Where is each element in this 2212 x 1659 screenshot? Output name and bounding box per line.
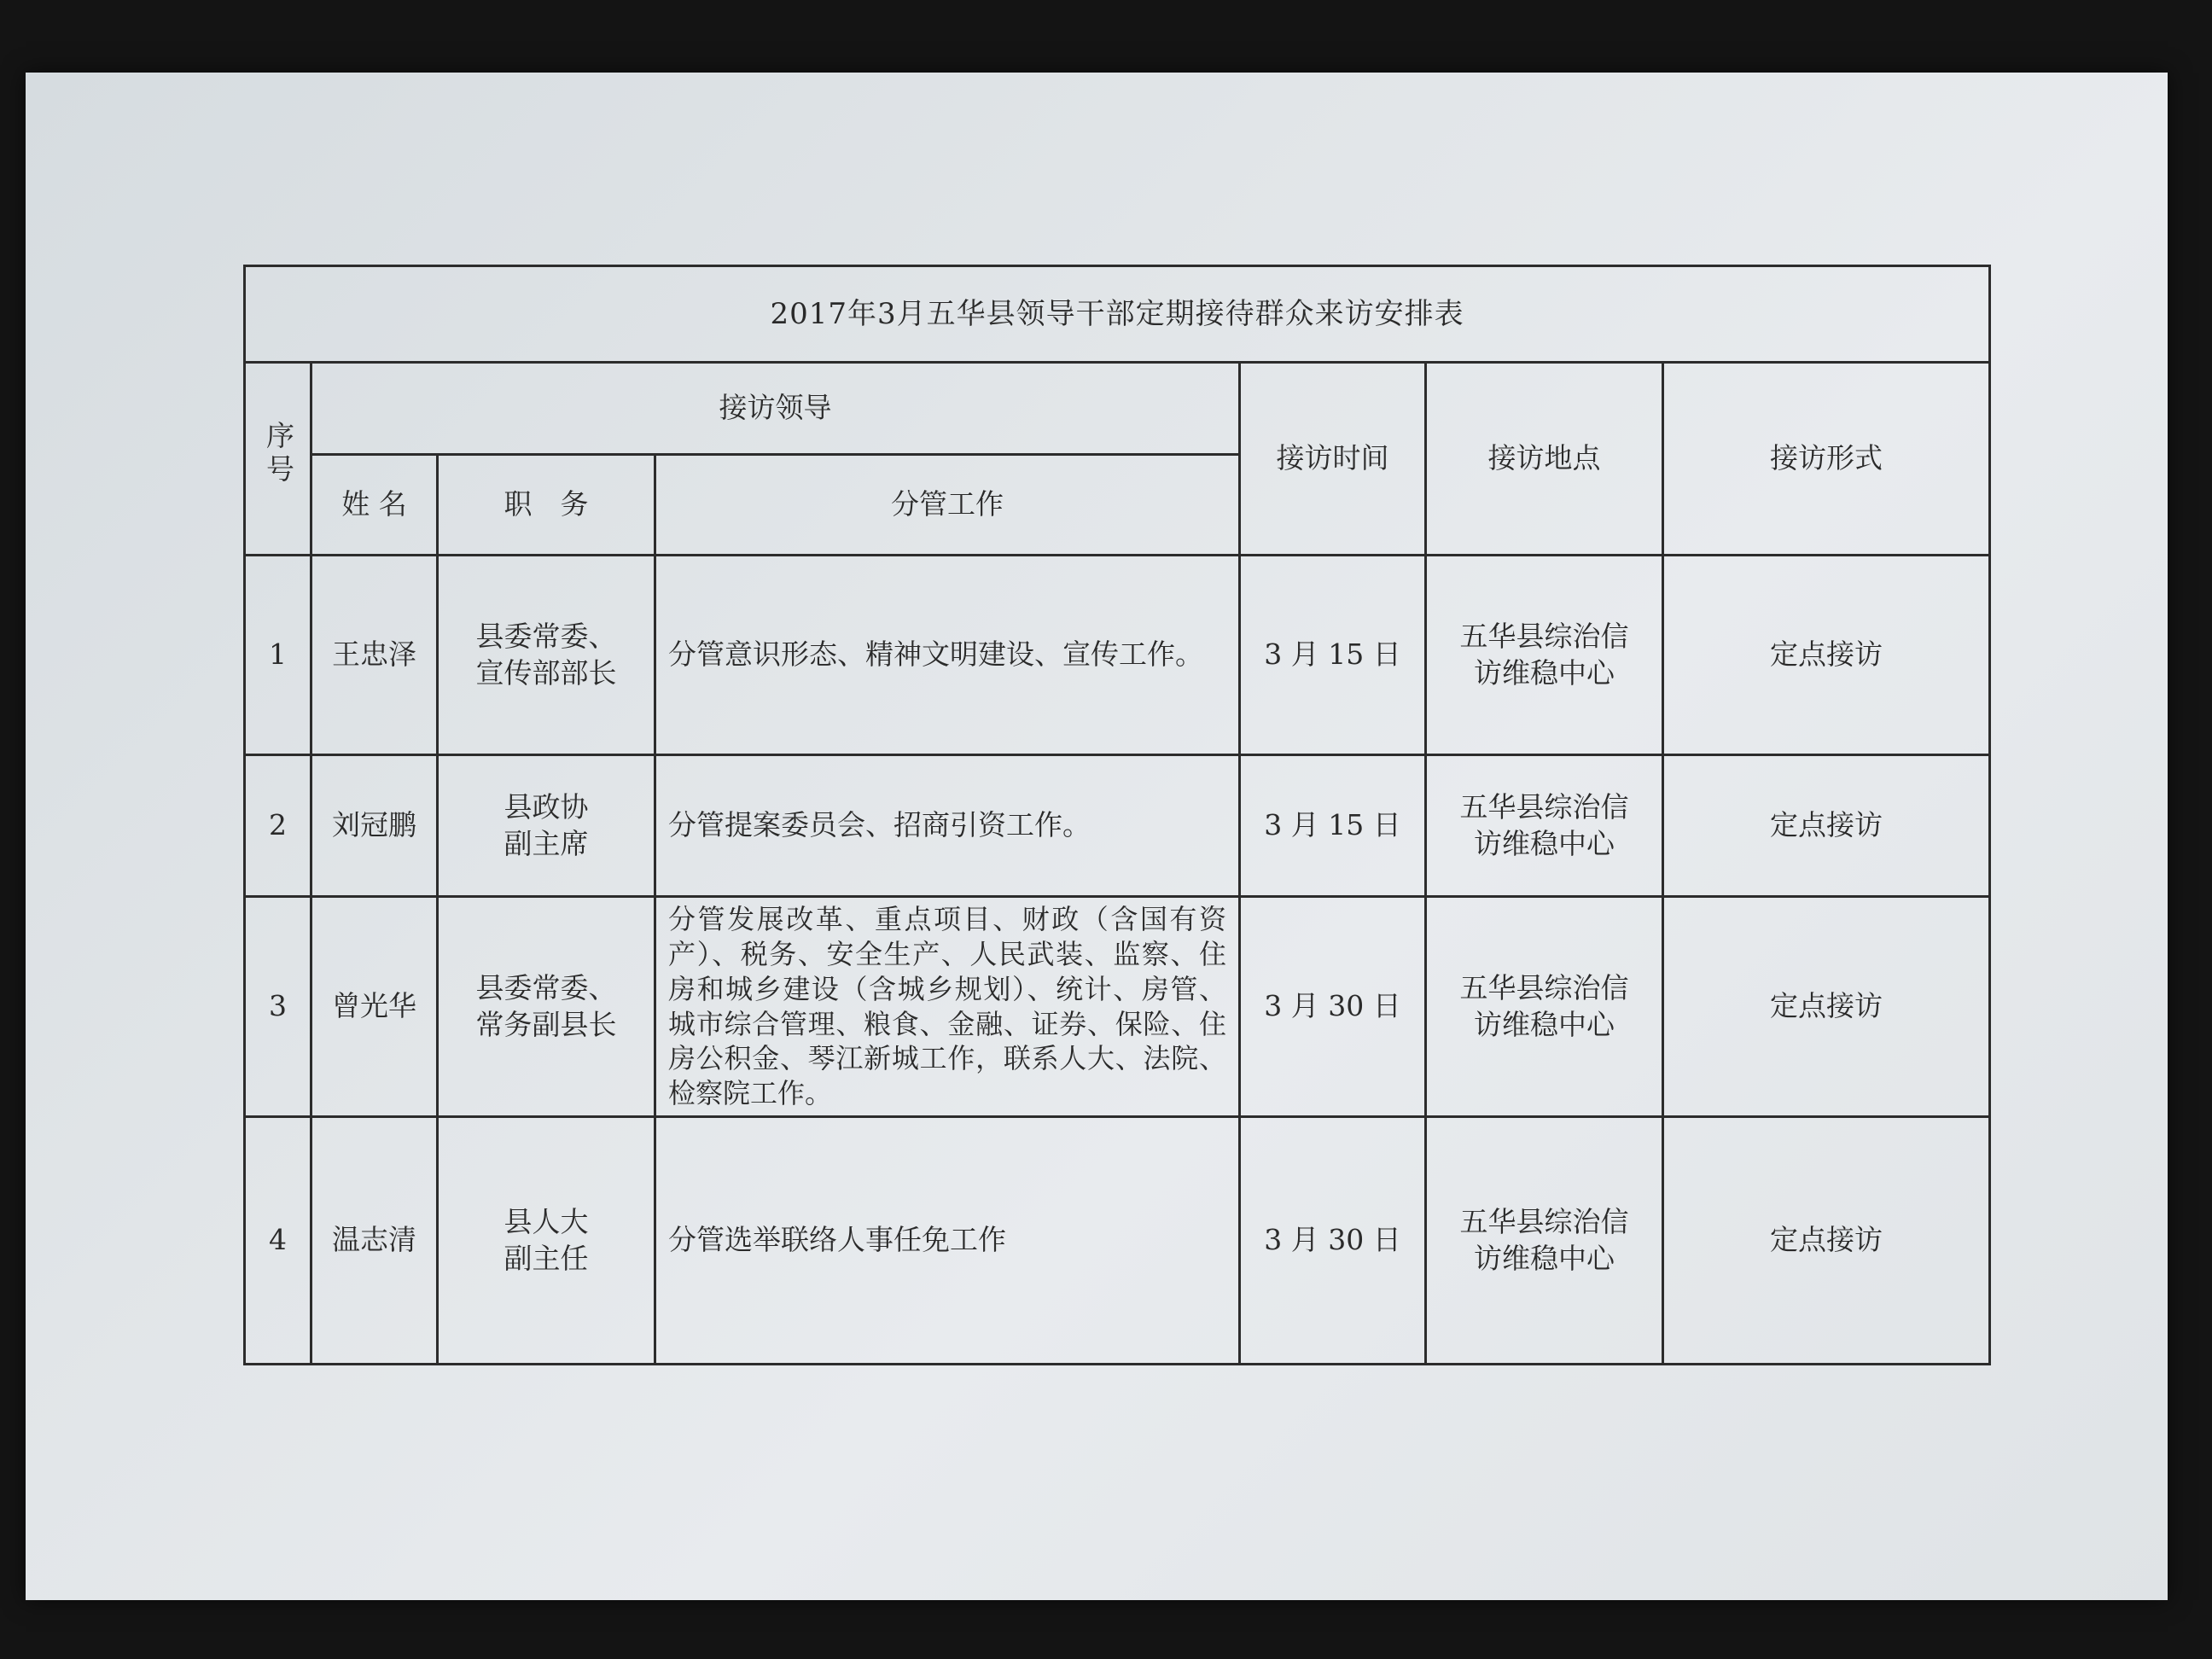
place-line: 访维稳中心 [1474,1007,1615,1041]
cell-portfolio: 分管提案委员会、招商引资工作。 [655,755,1240,897]
table-title: 2017年3月五华县领导干部定期接待群众来访安排表 [245,266,1990,363]
position-line: 副主任 [504,1241,589,1275]
cell-seq: 2 [245,755,311,897]
schedule-document [243,265,1988,1365]
header-portfolio: 分管工作 [655,455,1240,556]
place-line: 访维稳中心 [1474,1241,1615,1275]
cell-place [1426,897,1663,1117]
cell-portfolio: 分管发展改革、重点项目、财政（含国有资产）、税务、安全生产、人民武装、监察、住房和城乡建设（含城乡规划）、统计、房管、城市综合管理、粮食、金融、证券、保险、住房公积金、琴江新城工作，联系人大、法院、检察院工作。 [655,897,1240,1117]
header-name: 姓 名 [311,455,438,556]
position-line: 县政协 [504,789,589,824]
header-time: 接访时间 [1240,363,1426,556]
cell-position [438,755,655,897]
cell-place [1426,755,1663,897]
cell-form: 定点接访 [1663,1117,1990,1365]
place-line: 访维稳中心 [1474,826,1615,860]
cell-time: 3 月 15 日 [1240,755,1426,897]
cell-position [438,556,655,755]
cell-form: 定点接访 [1663,897,1990,1117]
place-line: 五华县综治信 [1459,970,1629,1004]
cell-name: 刘冠鹏 [311,755,438,897]
position-line: 宣传部部长 [475,655,617,690]
position-line: 县委常委、 [475,619,617,653]
table-row [245,755,1990,897]
cell-place [1426,556,1663,755]
header-form: 接访形式 [1663,363,1990,556]
position-line: 常务副县长 [475,1007,617,1041]
position-line: 县委常委、 [475,970,617,1004]
header-position: 职 务 [438,455,655,556]
cell-position [438,1117,655,1365]
header-place: 接访地点 [1426,363,1663,556]
place-line: 五华县综治信 [1459,1204,1629,1238]
table-row [245,556,1990,755]
cell-name: 温志清 [311,1117,438,1365]
cell-name: 王忠泽 [311,556,438,755]
place-line: 五华县综治信 [1459,619,1629,653]
cell-portfolio: 分管意识形态、精神文明建设、宣传工作。 [655,556,1240,755]
position-line: 县人大 [504,1204,589,1238]
paper-sheet [26,73,2168,1600]
cell-form: 定点接访 [1663,556,1990,755]
cell-time: 3 月 30 日 [1240,1117,1426,1365]
cell-seq: 3 [245,897,311,1117]
place-line: 五华县综治信 [1459,789,1629,824]
cell-position [438,897,655,1117]
table-row [245,1117,1990,1365]
header-seq [245,363,311,556]
cell-time: 3 月 15 日 [1240,556,1426,755]
position-line: 副主席 [504,826,589,860]
cell-seq: 4 [245,1117,311,1365]
schedule-table [243,265,1991,1365]
place-line: 访维稳中心 [1474,655,1615,690]
cell-name: 曾光华 [311,897,438,1117]
cell-portfolio: 分管选举联络人事任免工作 [655,1117,1240,1365]
cell-place [1426,1117,1663,1365]
cell-seq: 1 [245,556,311,755]
table-row [245,897,1990,1117]
cell-time: 3 月 30 日 [1240,897,1426,1117]
cell-form: 定点接访 [1663,755,1990,897]
header-leader-group: 接访领导 [311,363,1240,455]
header-seq-label: 序号 [261,421,295,488]
